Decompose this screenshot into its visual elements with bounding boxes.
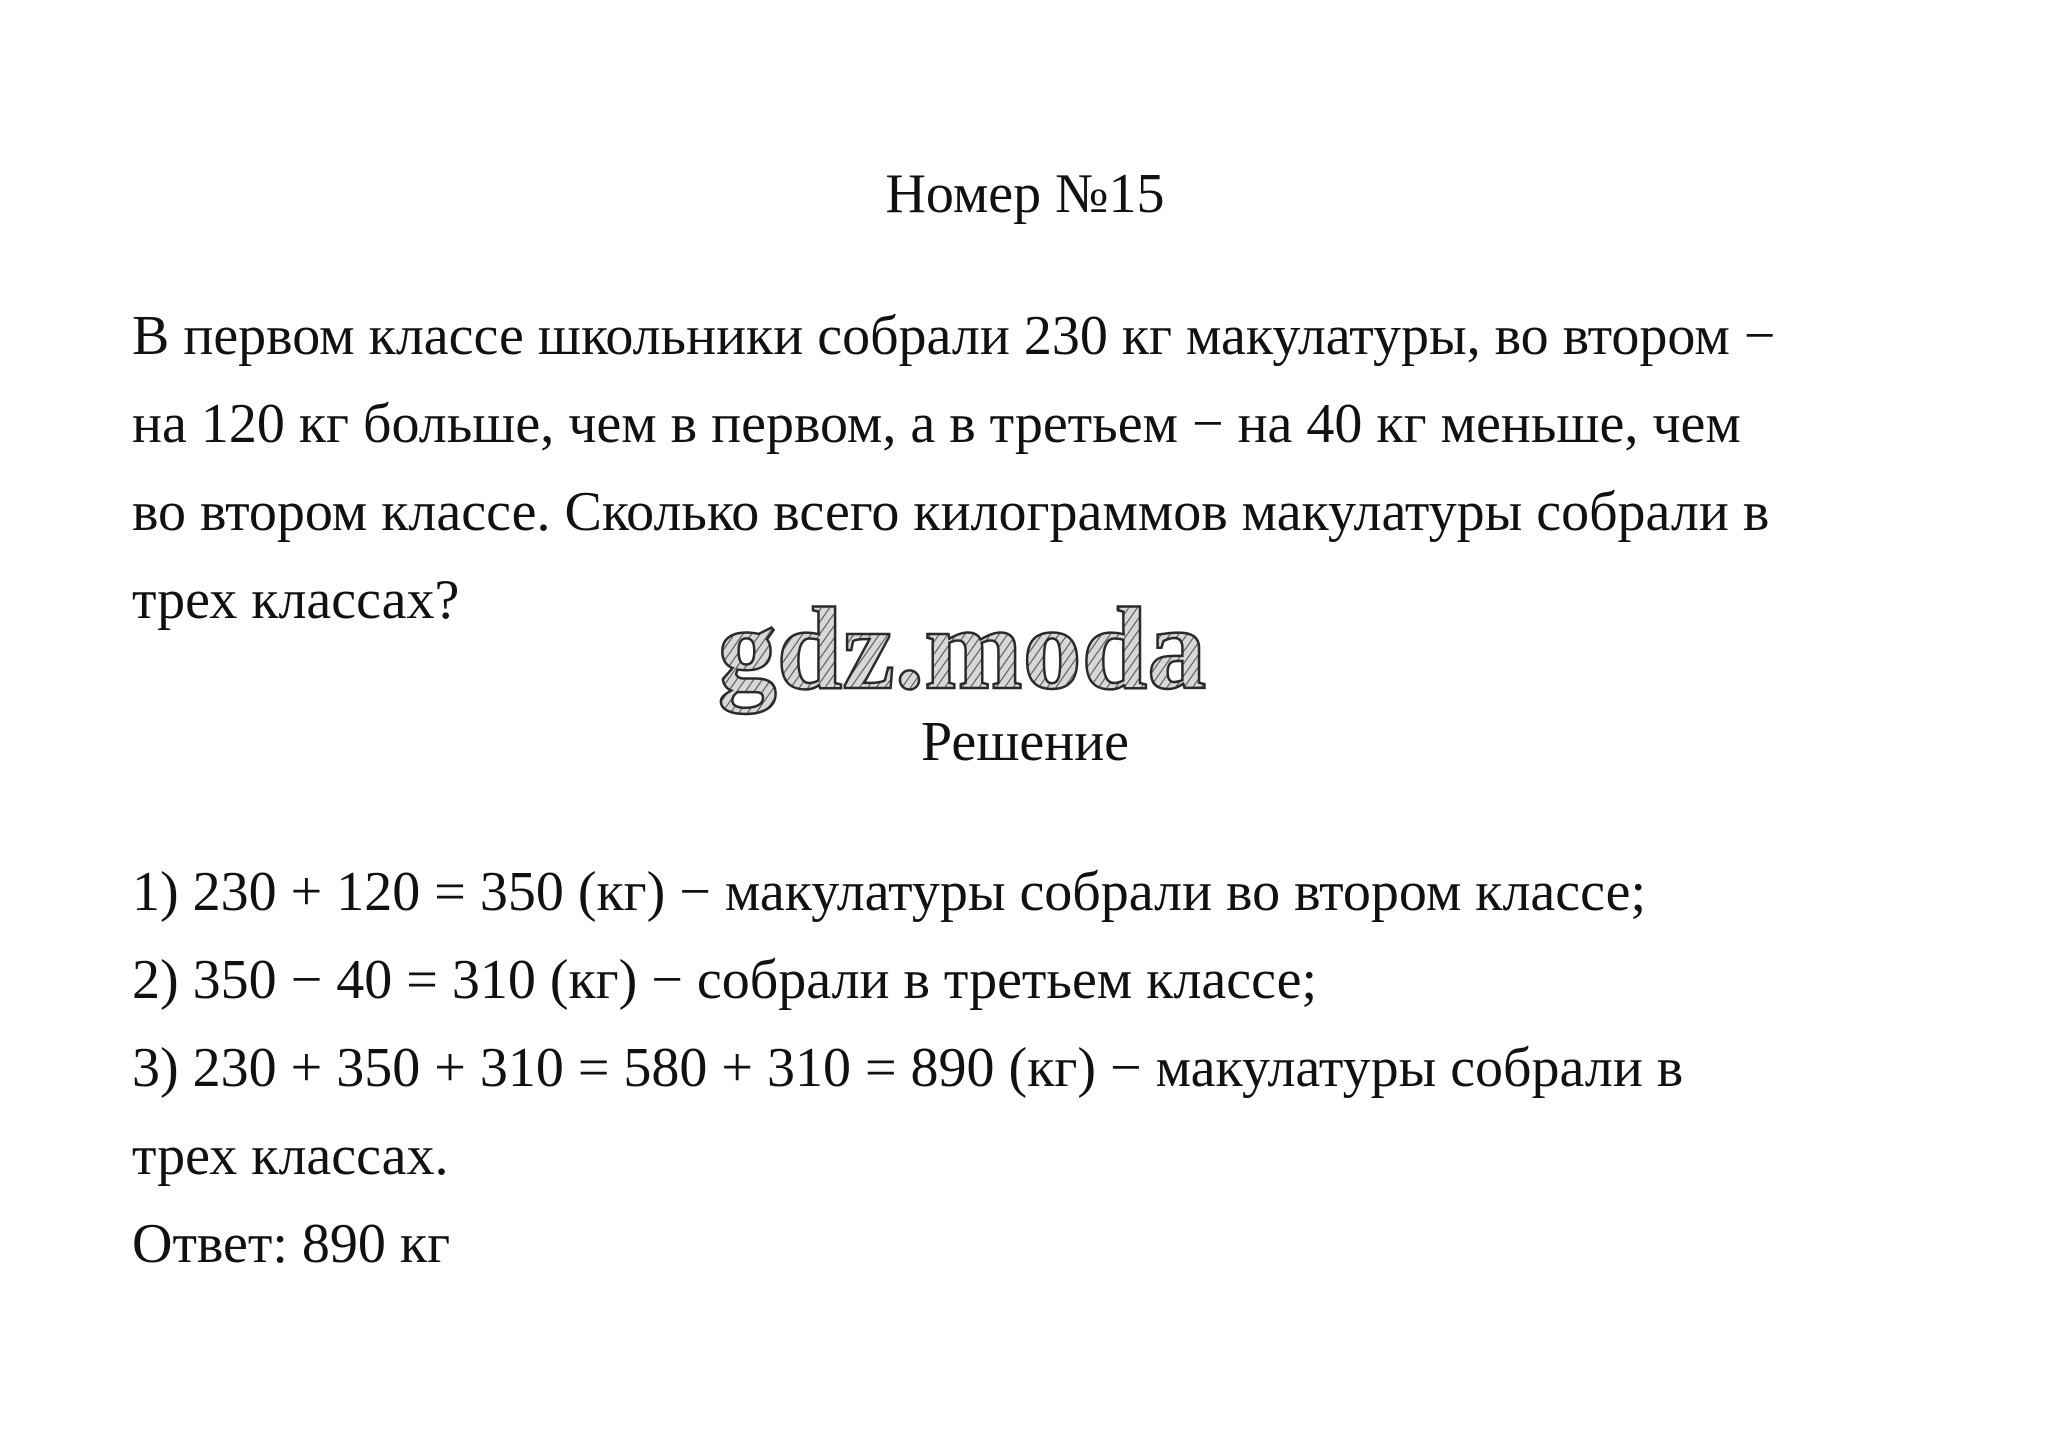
problem-line: трех классах? <box>132 569 460 631</box>
problem-line: во втором классе. Сколько всего килограммов макулатуры собрали в <box>132 481 1770 543</box>
solution-heading: Решение <box>920 711 1130 773</box>
solution-step: 1) 230 + 120 = 350 (кг) − макулатуры собрали во втором классе; <box>132 861 1647 923</box>
watermark-text: gdz.moda <box>717 590 1207 714</box>
solution-step: трех классах. <box>132 1125 449 1187</box>
answer-line: Ответ: 890 кг <box>132 1213 451 1275</box>
watermark-logo <box>662 590 1262 720</box>
solution-step: 2) 350 − 40 = 310 (кг) − собрали в третьем классе; <box>132 949 1318 1011</box>
problem-line: В первом классе школьники собрали 230 кг макулатуры, во втором − <box>132 305 1776 367</box>
problem-line: на 120 кг больше, чем в первом, а в третьем − на 40 кг меньше, чем <box>132 393 1741 455</box>
solution-step: 3) 230 + 350 + 310 = 580 + 310 = 890 (кг) − макулатуры собрали в <box>132 1037 1684 1099</box>
page-title: Номер №15 <box>885 163 1165 225</box>
solution-body <box>132 848 1932 1288</box>
